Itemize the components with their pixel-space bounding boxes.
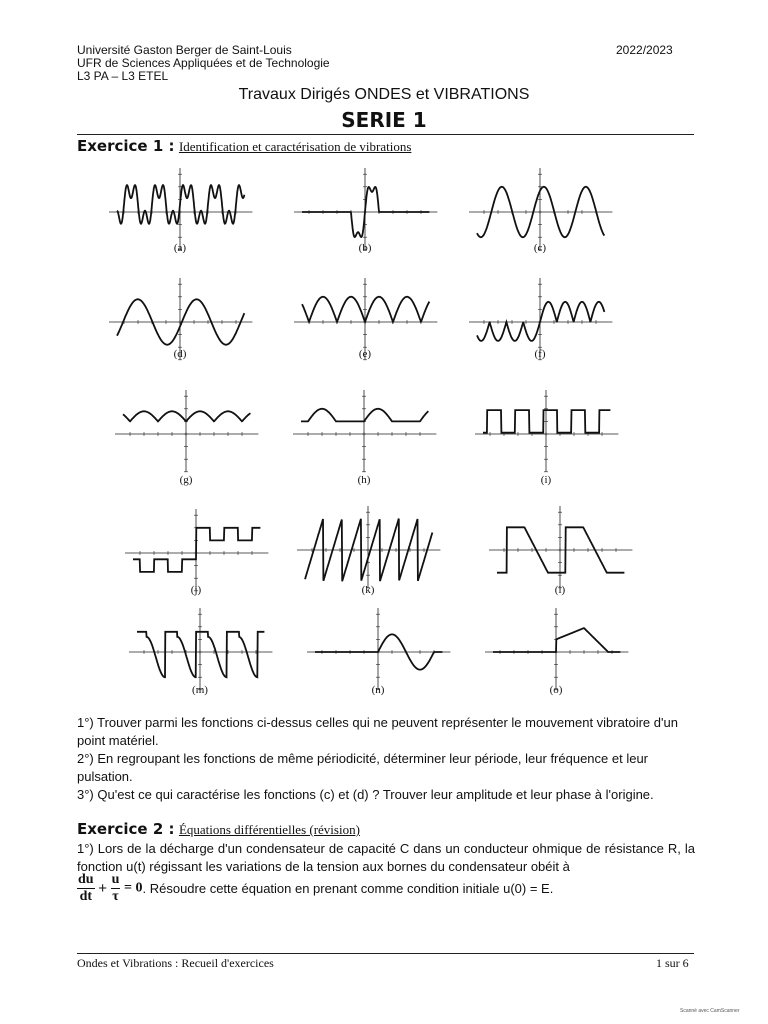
graph-i (473, 386, 620, 481)
header-rule (77, 134, 694, 135)
graph-label: (j) (190, 584, 202, 596)
footer-title: Ondes et Vibrations : Recueil d'exercices (77, 956, 274, 970)
exercise1-label: Exercice 1 : (77, 137, 175, 155)
exercise2-label: Exercice 2 : (77, 820, 175, 838)
graph-k (295, 502, 442, 597)
graph-l (487, 502, 634, 597)
graph-label: (e) (358, 348, 372, 360)
graph-svg (305, 604, 452, 694)
fraction-u-tau: $\frac{u}{\tau}$ (111, 872, 120, 904)
equation-line (77, 872, 553, 905)
function-curve (133, 528, 260, 572)
graph-svg (483, 604, 630, 694)
exercise2-subtitle: Équations différentielles (révision) (178, 822, 360, 837)
plus-sign: + (98, 880, 107, 897)
equation-rhs: = 0 (124, 880, 143, 896)
fraction-du-dt: $\frac{du}{dt}$ (78, 872, 94, 904)
exercise1-heading (77, 137, 411, 156)
graph-g (113, 386, 260, 481)
exercise1-question1: 1°) Trouver parmi les fonctions ci-dessus celles qui ne peuvent représenter le mouvement vibratoire d'un point matériel. (77, 715, 678, 748)
graph-svg (487, 502, 634, 592)
graph-label: (f) (534, 348, 546, 360)
function-curve (493, 628, 620, 652)
graph-svg (292, 164, 439, 254)
graph-label: (a) (173, 242, 187, 254)
graph-svg (107, 164, 254, 254)
page-number: 1 sur 6 (656, 956, 689, 970)
graph-label: (k) (361, 584, 375, 596)
function-curve (123, 411, 250, 421)
function-curve (477, 302, 604, 341)
series-title: SERIE 1 (341, 108, 427, 132)
function-curve (137, 632, 264, 677)
page-title: Travaux Dirigés ONDES et VIBRATIONS (238, 86, 530, 103)
equation-text: . Résoudre cette équation en prenant comme condition initiale u(0) = E. (142, 881, 554, 896)
graph-label: (g) (179, 474, 193, 486)
graph-label: (m) (192, 684, 208, 696)
ufr-name: UFR de Sciences Appliquées et de Technologie (77, 56, 330, 70)
function-curve (117, 185, 244, 224)
academic-year: 2022/2023 (616, 43, 673, 57)
graph-svg (467, 164, 614, 254)
level-label: L3 PA – L3 ETEL (77, 69, 169, 83)
university-name: Université Gaston Berger de Saint-Louis (77, 43, 292, 57)
function-curve (301, 409, 428, 422)
graph-svg (295, 502, 442, 592)
exercise2-heading (77, 820, 360, 839)
graph-label: (o) (549, 684, 563, 696)
graph-label: (l) (554, 584, 566, 596)
scanner-watermark: Scanné avec CamScanner (680, 1008, 740, 1014)
graph-h (291, 386, 438, 481)
graph-label: (d) (173, 348, 187, 360)
exercise1-question2: 2°) En regroupant les fonctions de même périodicité, déterminer leur période, leur fréquence et leur pulsation. (77, 751, 649, 784)
exercise2-question1: 1°) Lors de la décharge d'un condensateur de capacité C dans un conducteur ohmique de résistance R, la fonction u(t) régissant les variations de la tension aux bornes du condensateur obéit à (77, 841, 695, 874)
graph-svg (113, 386, 260, 476)
graph-label: (b) (358, 242, 372, 254)
function-curve (302, 187, 429, 237)
graph-svg (473, 386, 620, 476)
footer-rule (77, 953, 694, 954)
graph-label: (h) (357, 474, 371, 486)
exercise1-question3: 3°) Qu'est ce qui caractérise les fonctions (c) et (d) ? Trouver leur amplitude et leur phase à l'origine. (77, 787, 654, 802)
exercise1-subtitle: Identification et caractérisation de vibrations (178, 139, 412, 154)
graph-label: (c) (533, 242, 547, 254)
graph-svg (127, 604, 274, 694)
graph-label: (n) (371, 684, 385, 696)
graph-label: (i) (540, 474, 552, 486)
graph-svg (291, 386, 438, 476)
graph-svg (123, 505, 270, 595)
